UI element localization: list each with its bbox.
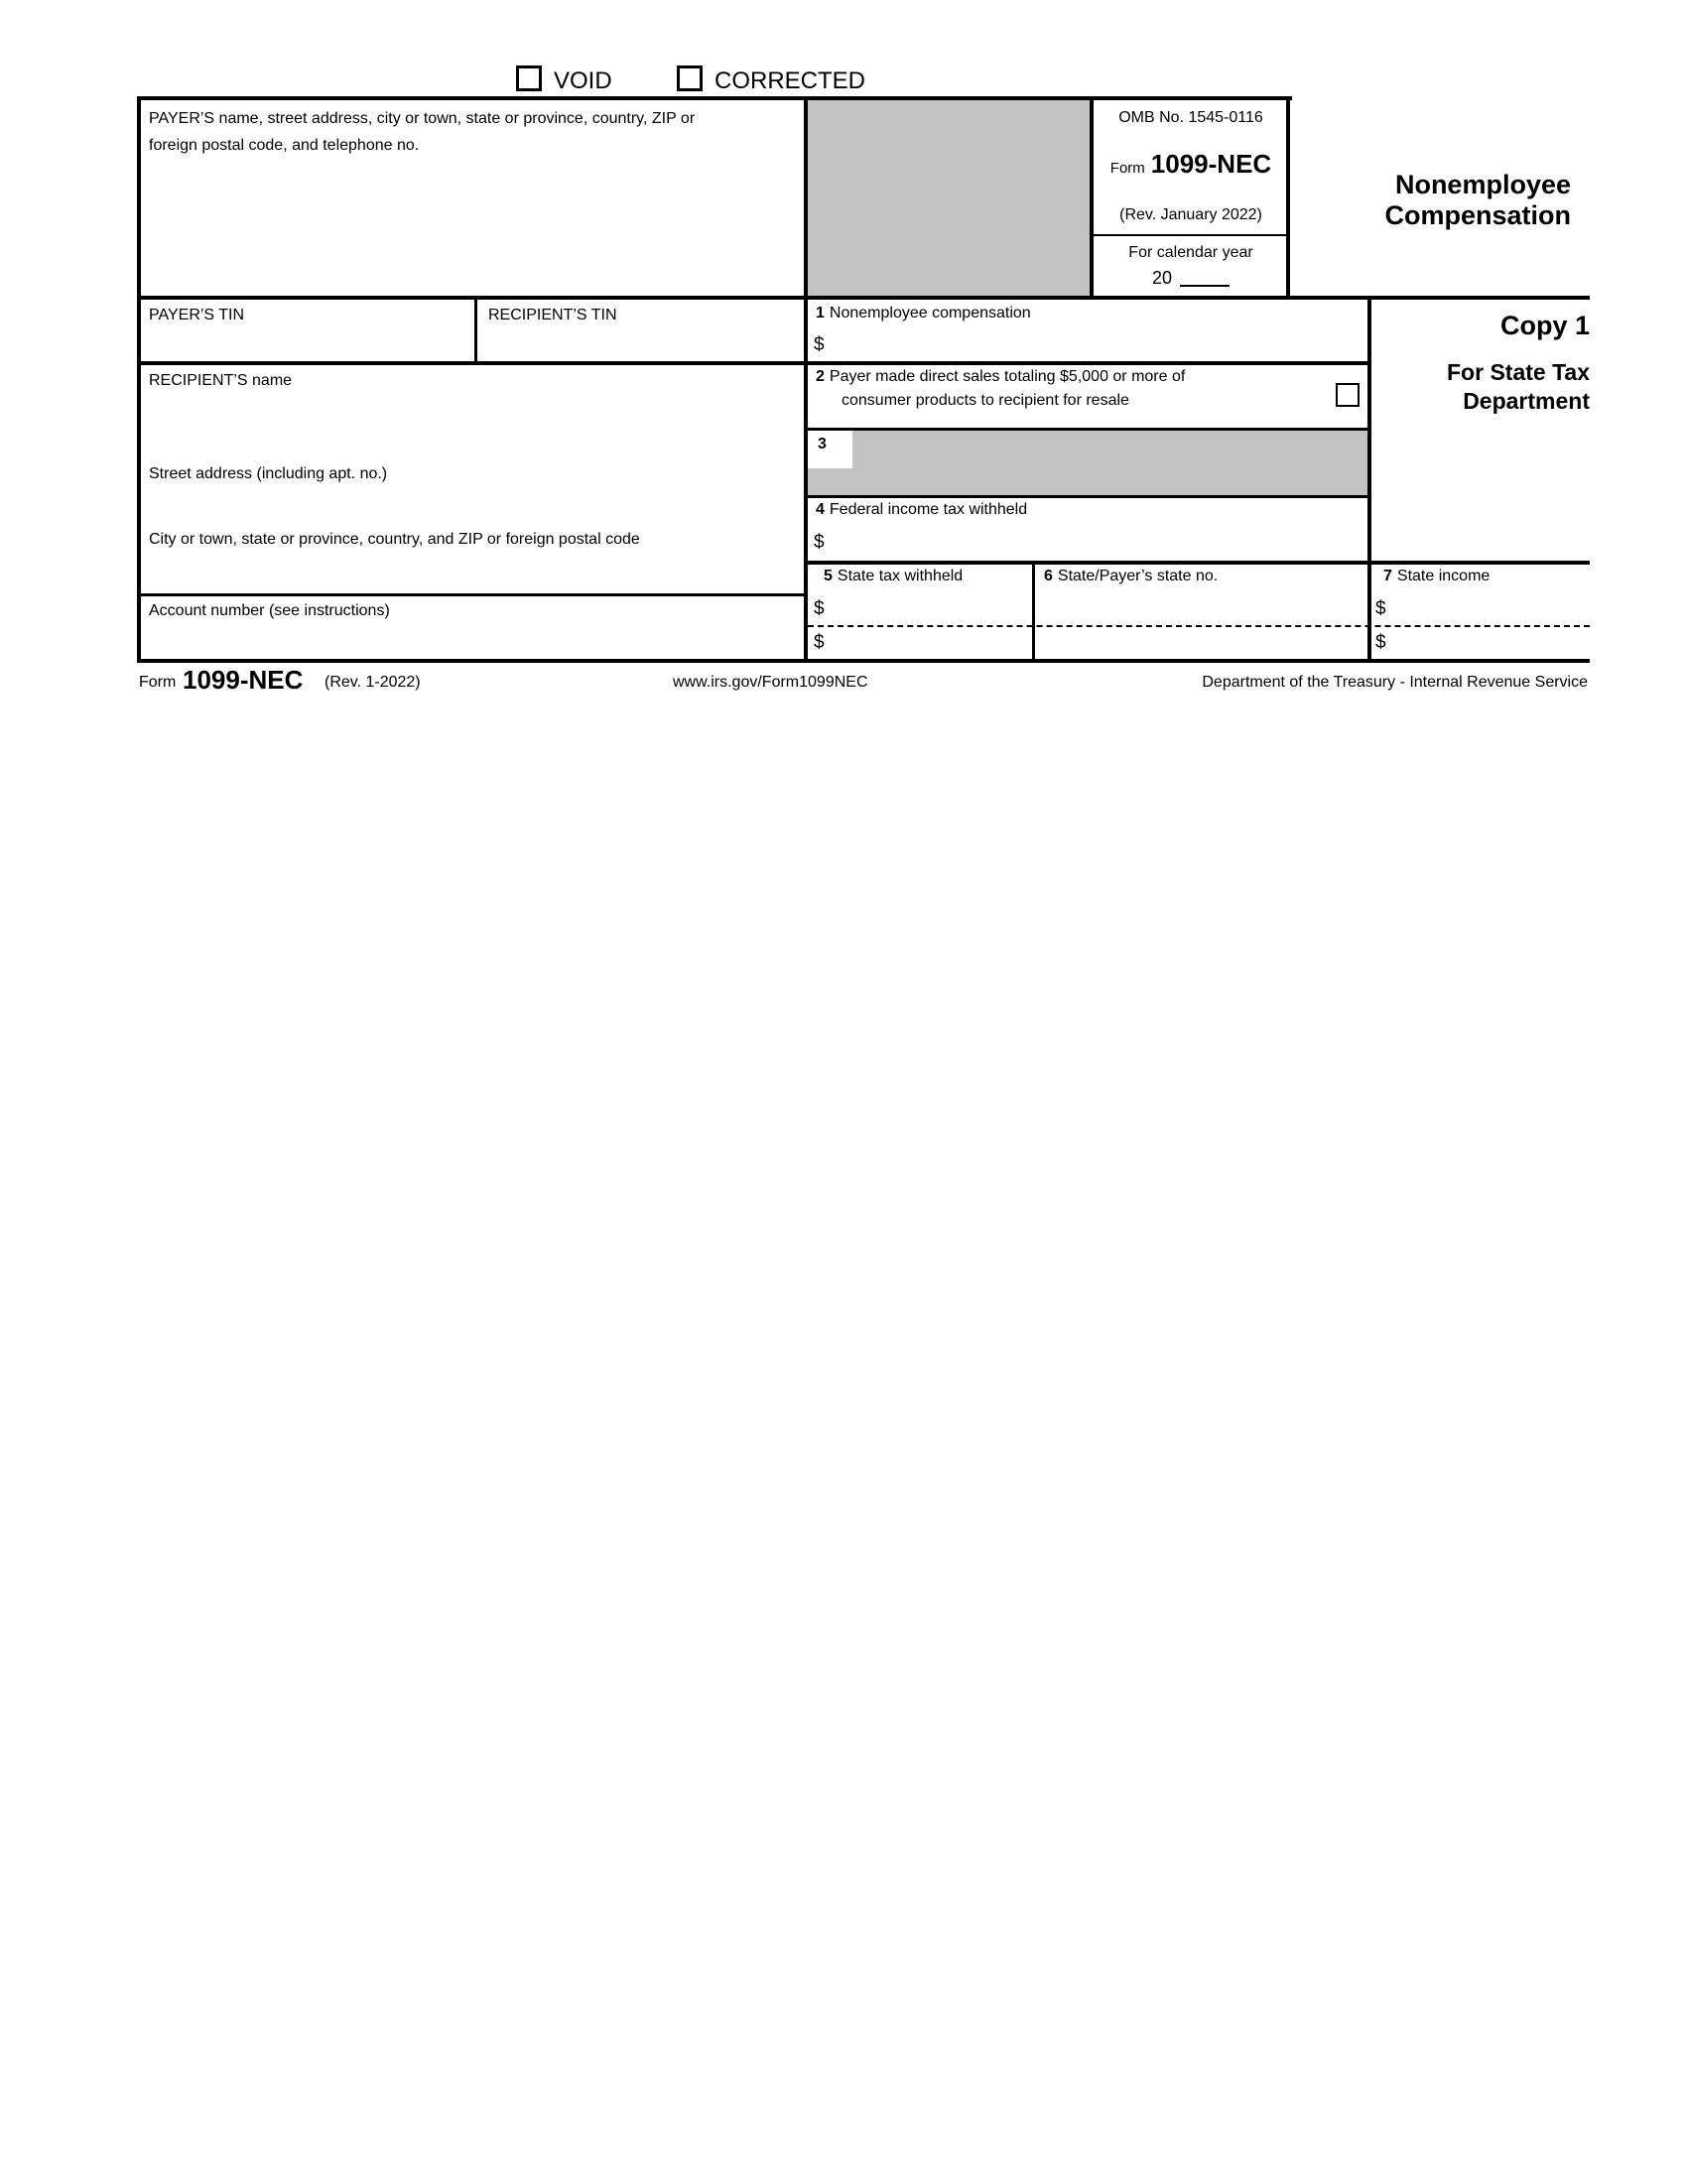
void-label: VOID: [554, 67, 612, 94]
box5-dollar-top: $: [814, 598, 825, 619]
box6-state-no-bottom-field[interactable]: [1044, 632, 1362, 656]
box7-dollar-bottom: $: [1375, 632, 1386, 653]
grid-line: [804, 561, 1590, 565]
corrected-checkbox[interactable]: [677, 65, 703, 91]
copy-for-line1: For State Tax: [1447, 359, 1590, 385]
street-address-label: Street address (including apt. no.): [149, 465, 388, 482]
box1-label: 1 Nonemployee compensation: [816, 305, 1031, 321]
grid-line: [804, 428, 1371, 431]
recipient-tin-label: RECIPIENT’S TIN: [488, 307, 617, 323]
footer-form-word: Form: [139, 674, 177, 691]
box7-number: 7: [1383, 568, 1392, 584]
grid-line: [804, 96, 808, 663]
box7-label: 7 State income: [1383, 568, 1491, 584]
box4-dollar-sign: $: [814, 532, 825, 553]
direct-sales-checkbox[interactable]: [1336, 383, 1360, 407]
box5-dollar-bottom: $: [814, 632, 825, 653]
grid-line: [137, 96, 1292, 100]
payer-tin-field[interactable]: [149, 330, 456, 356]
box5-amount-top-field[interactable]: [839, 598, 1022, 622]
form-word: Form: [1109, 160, 1145, 177]
dashed-divider: [808, 625, 1590, 627]
box7-amount-bottom-field[interactable]: [1399, 632, 1583, 656]
form-title-line1: Nonemployee: [1394, 170, 1571, 199]
footer-department: Department of the Treasury - Internal Revenue Service: [1202, 674, 1588, 691]
grid-line: [1367, 296, 1371, 663]
recipient-tin-field[interactable]: [488, 330, 786, 356]
calendar-year-blank[interactable]: [1180, 285, 1230, 287]
box2-label-line2: consumer products to recipient for resale: [842, 392, 1129, 409]
box1-dollar-sign: $: [814, 334, 825, 355]
account-number-label: Account number (see instructions): [149, 602, 390, 619]
city-field[interactable]: [149, 556, 784, 587]
box6-state-no-top-field[interactable]: [1044, 598, 1362, 622]
grid-line: [1094, 234, 1288, 236]
copy-label: Copy 1: [1499, 311, 1590, 340]
box4-amount-field[interactable]: [839, 532, 1355, 557]
revision-label: (Rev. January 2022): [1119, 206, 1262, 223]
box7-amount-top-field[interactable]: [1399, 598, 1583, 622]
box4-number: 4: [816, 501, 825, 518]
box1-number: 1: [816, 305, 825, 321]
payer-name-field[interactable]: [149, 164, 784, 283]
corrected-label: CORRECTED: [714, 67, 866, 94]
street-address-field[interactable]: [149, 490, 784, 525]
box5-number: 5: [824, 568, 833, 584]
calendar-year-block: [1094, 268, 1288, 289]
void-checkbox[interactable]: [516, 65, 542, 91]
grid-line: [137, 659, 1590, 663]
account-number-field[interactable]: [149, 627, 784, 655]
form-title: [1384, 170, 1571, 231]
omb-number: OMB No. 1545-0116: [1118, 109, 1263, 126]
grid-line: [474, 296, 477, 365]
box4-label: 4 Federal income tax withheld: [816, 501, 1028, 518]
form-title-line2: Compensation: [1384, 200, 1571, 230]
box1-amount-field[interactable]: [839, 334, 1355, 359]
box5-amount-bottom-field[interactable]: [839, 632, 1022, 656]
box5-label: 5 State tax withheld: [824, 568, 964, 584]
grid-line: [137, 296, 1590, 300]
box2-number: 2: [816, 368, 825, 385]
recipient-name-field[interactable]: [149, 397, 784, 456]
city-label: City or town, state or province, country, and ZIP or foreign postal code: [149, 531, 640, 548]
box3-number: 3: [818, 436, 827, 452]
grid-line: [137, 361, 1371, 365]
calendar-year-prefix: 20: [1151, 268, 1173, 288]
grid-line: [804, 495, 1371, 498]
box6-number: 6: [1044, 568, 1053, 584]
footer-url[interactable]: www.irs.gov/Form1099NEC: [673, 674, 868, 691]
copy-for-line2: Department: [1463, 388, 1590, 414]
box3-shaded-area: [807, 431, 1367, 495]
grid-line: [137, 96, 141, 663]
recipient-name-label: RECIPIENT’S name: [149, 372, 293, 389]
calendar-year-label: For calendar year: [1128, 244, 1253, 261]
footer-form-number: 1099-NEC: [183, 665, 304, 695]
form-number-block: [1094, 149, 1288, 180]
box6-label: 6 State/Payer’s state no.: [1044, 568, 1219, 584]
form-number: 1099-NEC: [1150, 149, 1272, 179]
box7-dollar-top: $: [1375, 598, 1386, 619]
box2-label-line1: 2 Payer made direct sales totaling $5,000 or more of: [816, 368, 1186, 385]
payer-info-label: PAYER’S name, street address, city or town, state or province, country, ZIP or foreign postal code, and telephone no.: [149, 110, 696, 154]
grid-line: [137, 593, 808, 596]
copy-for-label: [1379, 358, 1590, 416]
footer-revision: (Rev. 1-2022): [324, 674, 421, 691]
payer-tin-label: PAYER’S TIN: [149, 307, 245, 323]
grid-line: [1032, 561, 1035, 663]
shaded-area-top: [808, 100, 1090, 296]
